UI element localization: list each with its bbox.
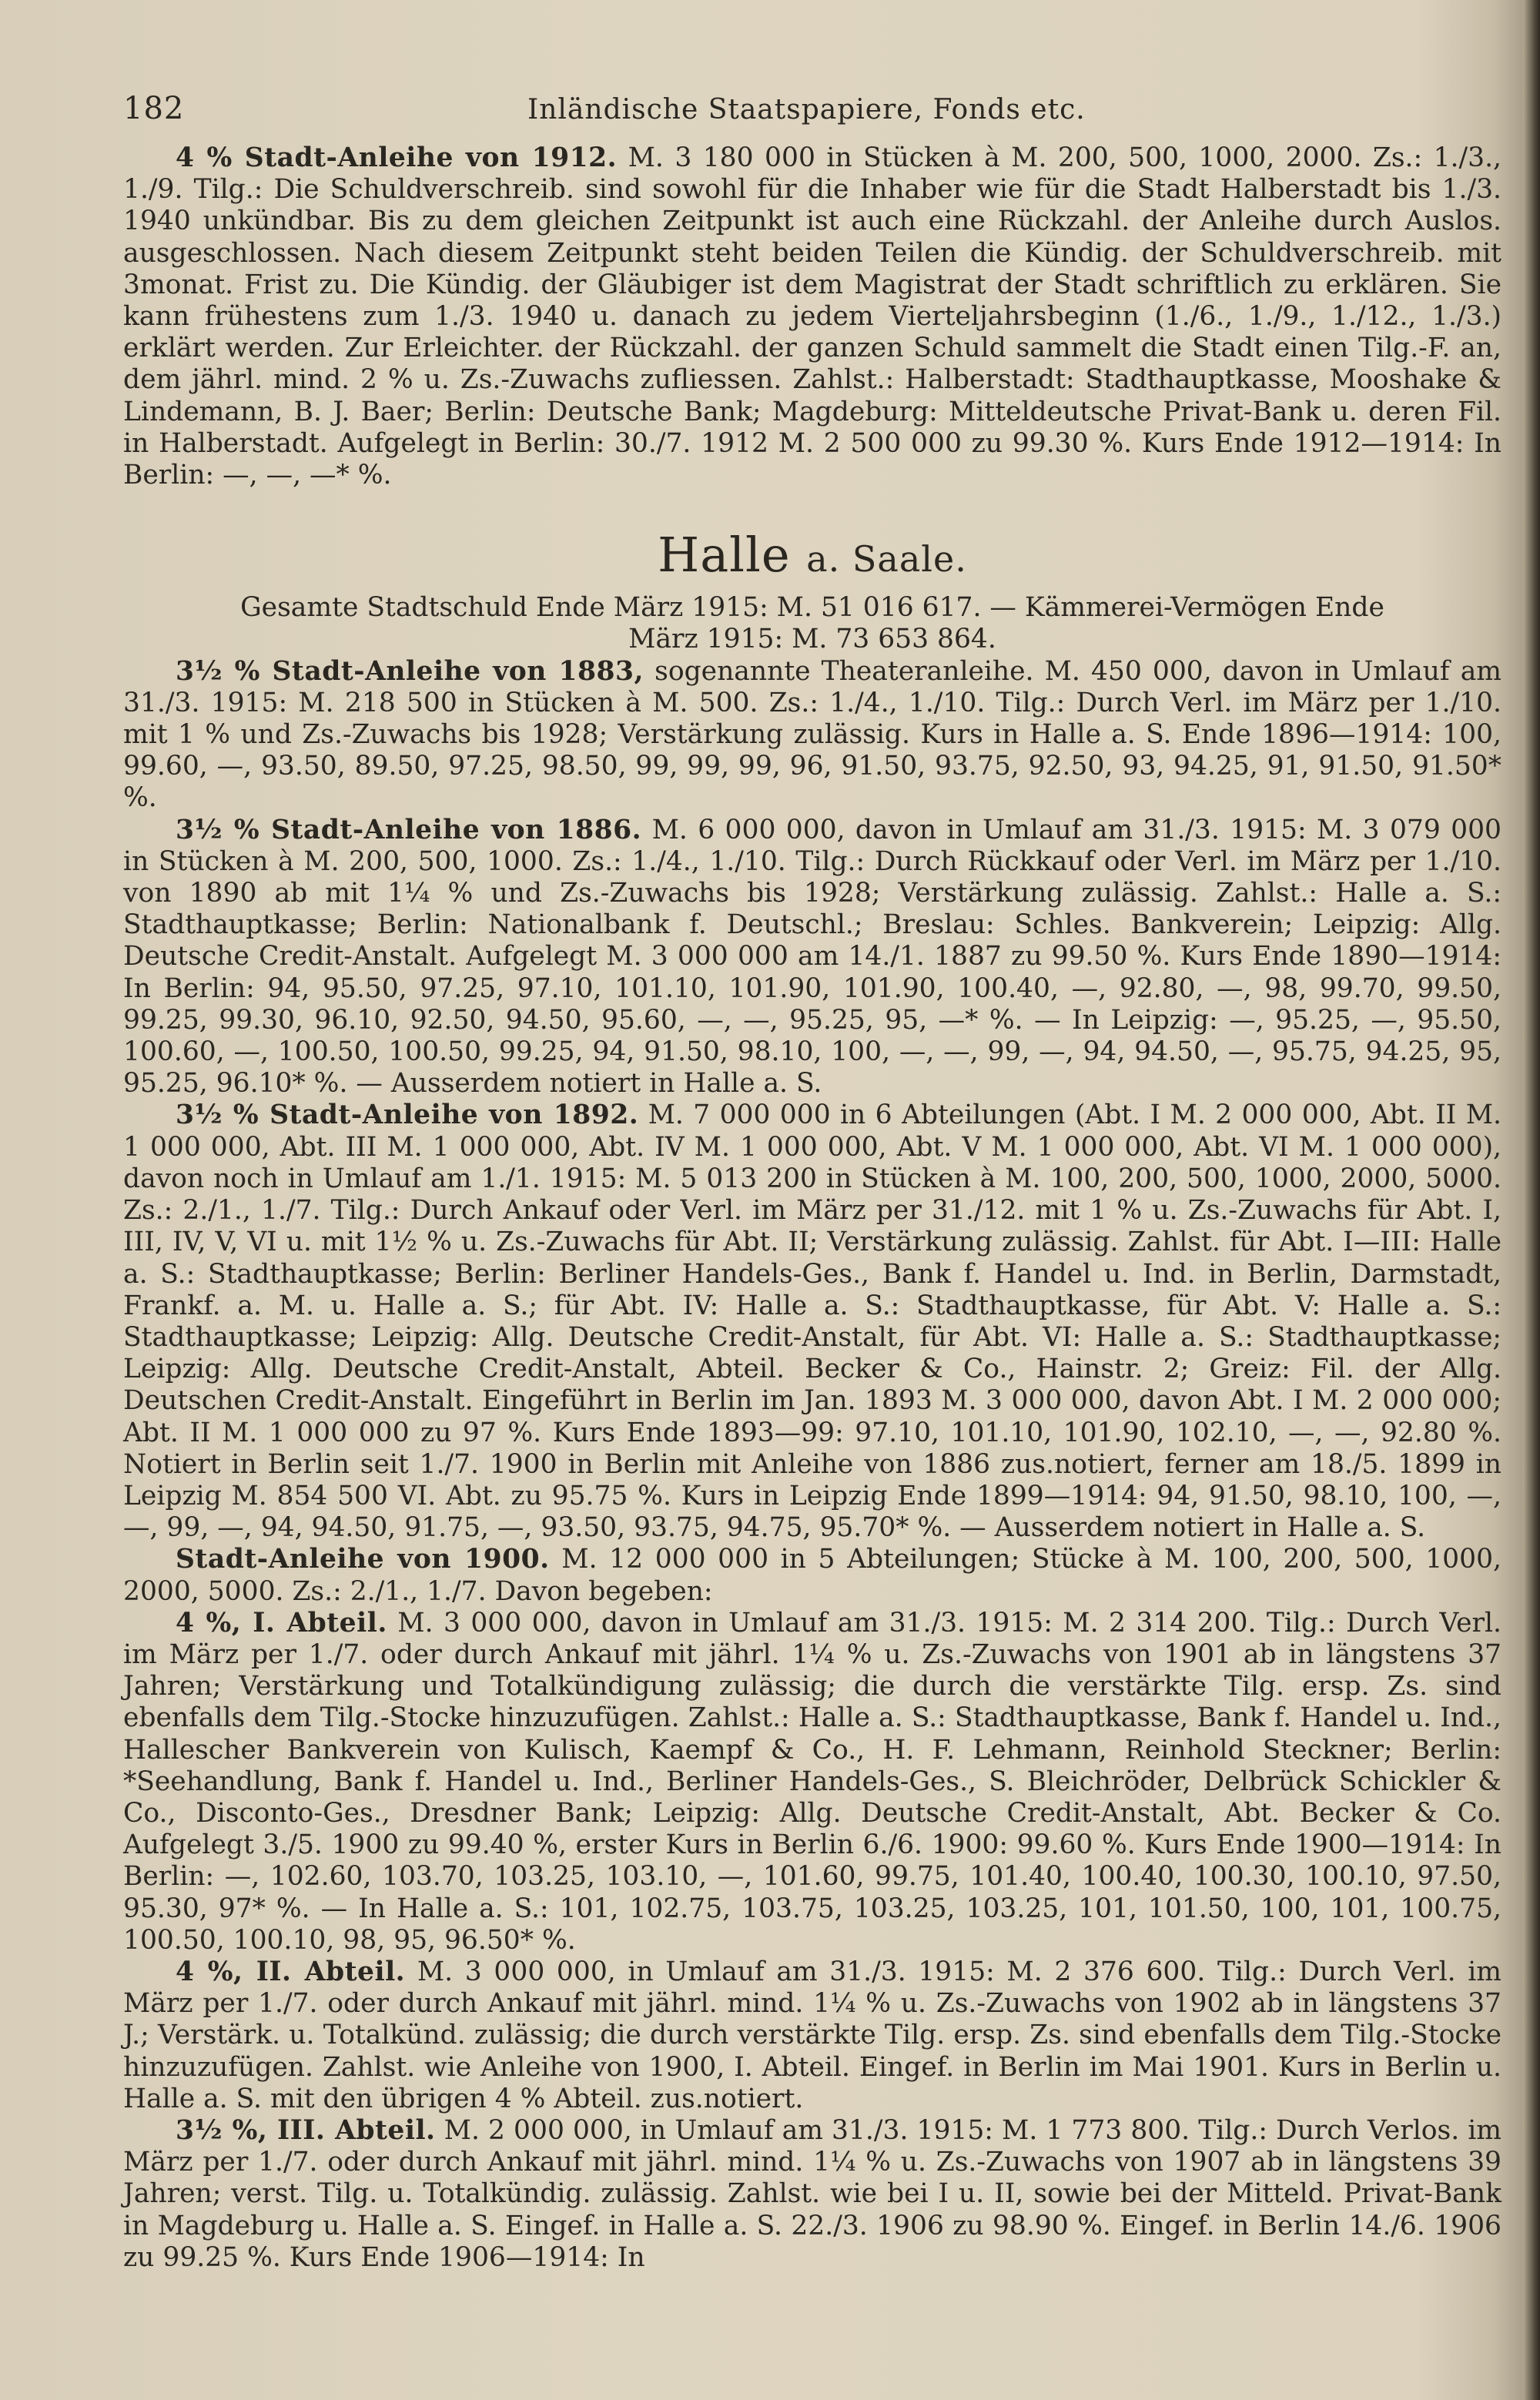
loan-text: M. 2 000 000, in Umlauf am 31./3. 1915: M. 1 773 800. Tilg.: Durch Verlos. im März per 1./7. oder durch Ankauf mit jährl. mind. 1¼ % u. Zs.-Zuwachs von 1907 ab in längstens 39 Jahren; verst. Tilg. u. Totalkündig. zulässig. Zahlst. wie bei I u. II, sowie bei der Mitteld. Privat-Bank in Magdeburg u. Halle a. S. Eingef. in Halle a. S. 22./3. 1906 zu 98.90 %. Eingef. in Berlin 14./6. 1906 zu 99.25 %. Kurs Ende 1906—1914: In	[123, 2114, 1502, 2273]
running-title: Inländische Staatspapiere, Fonds etc.	[527, 94, 1086, 126]
loan-heading: 3½ %, III. Abteil.	[176, 2114, 436, 2146]
loan-entry-1892	[123, 1100, 1502, 1544]
page-header	[123, 91, 1502, 137]
city-suffix: a. Saale.	[806, 538, 967, 581]
loan-entry-1900-abteil-2	[123, 1956, 1502, 2115]
loan-text: M. 3 180 000 in Stücken à M. 200, 500, 1000, 2000. Zs.: 1./3., 1./9. Tilg.: Die Schuldverschreib. sind sowohl für die Inhaber wie für die Stadt Halberstadt bis 1./3. 1940 unkündbar. Bis zu dem gleichen Zeitpunkt ist auch eine Rückzahl. der Anleihe durch Auslos. ausgeschlossen. Nach diesem Zeitpunkt steht beiden Teilen die Kündig. der Schuldverschreib. mit 3monat. Frist zu. Die Kündig. der Gläubiger ist dem Magistrat der Stadt schriftlich zu erklären. Sie kann frühestens zum 1./3. 1940 u. danach zu jedem Vierteljahrsbeginn (1./6., 1./9., 1./12., 1./3.) erklärt werden. Zur Erleichter. der Rückzahl. der ganzen Schuld sammelt die Stadt einen Tilg.-F. an, dem jährl. mind. 2 % u. Zs.-Zuwachs zufliessen. Zahlst.: Halberstadt: Stadthauptkasse, Mooshake & Lindemann, B. J. Baer; Berlin: Deutsche Bank; Magdeburg: Mitteldeutsche Privat-Bank u. deren Fil. in Halberstadt. Aufgelegt in Berlin: 30./7. 1912 M. 2 500 000 zu 99.30 %. Kurs Ende 1912—1914: In Berlin: —, —, —* %.	[123, 142, 1502, 491]
loan-entry-halberstadt-1912	[123, 142, 1502, 491]
loan-entry-1900	[123, 1544, 1502, 1607]
loan-entry-1900-abteil-3	[123, 2115, 1502, 2274]
city-heading	[123, 525, 1502, 589]
city-name: Halle	[658, 527, 791, 584]
city-debt-line-2: März 1915: M. 73 653 864.	[628, 624, 996, 655]
loan-text: M. 7 000 000 in 6 Abteilungen (Abt. I M. 2 000 000, Abt. II M. 1 000 000, Abt. III M. 1 000 000, Abt. IV M. 1 000 000, Abt. V M. 1 000 000, Abt. VI M. 1 000 000), davon noch in Umlauf am 1./1. 1915: M. 5 013 200 in Stücken à M. 100, 200, 500, 1000, 2000, 5000. Zs.: 2./1., 1./7. Tilg.: Durch Ankauf oder Verl. im März per 31./12. mit 1 % u. Zs.-Zuwachs für Abt. I, III, IV, V, VI u. mit 1½ % u. Zs.-Zuwachs für Abt. II; Verstärkung zulässig. Zahlst. für Abt. I—III: Halle a. S.: Stadthauptkasse; Berlin: Berliner Handels-Ges., Bank f. Handel u. Ind. in Berlin, Darmstadt, Frankf. a. M. u. Halle a. S.; für Abt. IV: Halle a. S.: Stadthauptkasse, für Abt. V: Halle a. S.: Stadthauptkasse; Leipzig: Allg. Deutsche Credit-Anstalt, für Abt. VI: Halle a. S.: Stadthauptkasse; Leipzig: Allg. Deutsche Credit-Anstalt, Abteil. Becker & Co., Hainstr. 2; Greiz: Fil. der Allg. Deutschen Credit-Anstalt. Eingeführt in Berlin im Jan. 1893 M. 3 000 000, davon Abt. I M. 2 000 000; Abt. II M. 1 000 000 zu 97 %. Kurs Ende 1893—99: 97.10, 101.10, 101.90, 102.10, —, —, 92.80 %. Notiert in Berlin seit 1./7. 1900 in Berlin mit Anleihe von 1886 zus.notiert, ferner am 18./5. 1899 in Leipzig M. 854 500 VI. Abt. zu 95.75 %. Kurs in Leipzig Ende 1899—1914: 94, 91.50, 98.10, 100, —, —, 99, —, 94, 94.50, 91.75, —, 93.50, 93.75, 94.75, 95.70* %. — Ausserdem notiert in Halle a. S.	[123, 1100, 1502, 1544]
loan-entry-1886	[123, 815, 1502, 1100]
loan-heading: Stadt-Anleihe von 1900.	[176, 1544, 550, 1575]
loan-text: M. 6 000 000, davon in Umlauf am 31./3. 1915: M. 3 079 000 in Stücken à M. 200, 500, 1000. Zs.: 1./4., 1./10. Tilg.: Durch Rückkauf oder Verl. im März per 1./10. von 1890 ab mit 1¼ % und Zs.-Zuwachs bis 1928; Verstärkung zulässig. Zahlst.: Halle a. S.: Stadthauptkasse; Berlin: Nationalbank f. Deutschl.; Breslau: Schles. Bankverein; Leipzig: Allg. Deutsche Credit-Anstalt. Aufgelegt M. 3 000 000 am 14./1. 1887 zu 99.50 %. Kurs Ende 1890—1914: In Berlin: 94, 95.50, 97.25, 97.10, 101.10, 101.90, 101.90, 100.40, —, 92.80, —, 98, 99.70, 99.50, 99.25, 99.30, 96.10, 92.50, 94.50, 95.60, —, —, 95.25, 95, —* %. — In Leipzig: —, 95.25, —, 95.50, 100.60, —, 100.50, 100.50, 99.25, 94, 91.50, 98.10, 100, —, —, 99, —, 94, 94.50, —, 95.75, 94.25, 95, 95.25, 96.10* %. — Ausserdem notiert in Halle a. S.	[123, 814, 1502, 1100]
loan-text: M. 3 000 000, davon in Umlauf am 31./3. 1915: M. 2 314 200. Tilg.: Durch Verl. im März per 1./7. oder durch Ankauf mit jährl. 1¼ % u. Zs.-Zuwachs von 1901 ab in längstens 37 Jahren; Verstärkung und Totalkündigung zulässig; die durch die verstärkte Tilg. ersp. Zs. sind ebenfalls dem Tilg.-Stocke hinzuzufügen. Zahlst.: Halle a. S.: Stadthauptkasse, Bank f. Handel u. Ind., Hallescher Bankverein von Kulisch, Kaempf & Co., H. F. Lehmann, Reinhold Steckner; Berlin: *Seehandlung, Bank f. Handel u. Ind., Berliner Handels-Ges., S. Bleichröder, Delbrück Schickler & Co., Disconto-Ges., Dresdner Bank; Leipzig: Allg. Deutsche Credit-Anstalt, Abt. Becker & Co. Aufgelegt 3./5. 1900 zu 99.40 %, erster Kurs in Berlin 6./6. 1900: 99.60 %. Kurs Ende 1900—1914: In Berlin: —, 102.60, 103.70, 103.25, 103.10, —, 101.60, 99.75, 101.40, 100.40, 100.30, 100.10, 97.50, 95.30, 97* %. — In Halle a. S.: 101, 102.75, 103.75, 103.25, 103.25, 101, 101.50, 100, 101, 100.75, 100.50, 100.10, 98, 95, 96.50* %.	[123, 1607, 1502, 1956]
page-number: 182	[123, 91, 185, 126]
loan-heading: 3½ % Stadt-Anleihe von 1883,	[176, 655, 644, 687]
loan-heading: 4 % Stadt-Anleihe von 1912.	[176, 142, 618, 173]
loan-heading: 4 %, I. Abteil.	[176, 1607, 387, 1638]
loan-heading: 3½ % Stadt-Anleihe von 1892.	[176, 1100, 639, 1131]
page-edge-shadow	[1523, 0, 1540, 2400]
loan-heading: 4 %, II. Abteil.	[176, 1956, 406, 1987]
loan-text: sogenannte Theateranleihe. M. 450 000, davon in Umlauf am 31./3. 1915: M. 218 500 in Stücken à M. 500. Zs.: 1./4., 1./10. Tilg.: Durch Verl. im März per 1./10. mit 1 % und Zs.-Zuwachs bis 1928; Verstärkung zulässig. Kurs in Halle a. S. Ende 1896—1914: 100, 99.60, —, 93.50, 89.50, 97.25, 98.50, 99, 99, 99, 96, 91.50, 93.75, 92.50, 93, 94.25, 91, 91.50, 91.50* %.	[123, 655, 1502, 814]
city-debt-line-1: Gesamte Stadtschuld Ende März 1915: M. 51 016 617. — Kämmerei-Vermögen Ende	[240, 592, 1384, 624]
loan-heading: 3½ % Stadt-Anleihe von 1886.	[176, 814, 642, 845]
loan-entry-1900-abteil-1	[123, 1608, 1502, 1956]
loan-entry-1883	[123, 656, 1502, 815]
loan-text: M. 3 000 000, in Umlauf am 31./3. 1915: M. 2 376 600. Tilg.: Durch Verl. im März per 1./7. oder durch Ankauf mit jährl. mind. 1¼ % u. Zs.-Zuwachs von 1902 ab in längstens 37 J.; Verstärk. u. Totalkünd. zulässig; die durch verstärkte Tilg. ersp. Zs. sind ebenfalls dem Tilg.-Stocke hinzuzufügen. Zahlst. wie Anleihe von 1900, I. Abteil. Eingef. in Berlin im Mai 1901. Kurs in Berlin u. Halle a. S. mit den übrigen 4 % Abteil. zus.notiert.	[123, 1956, 1502, 2114]
page-body	[123, 142, 1502, 2274]
loan-text: M. 12 000 000 in 5 Abteilungen; Stücke à M. 100, 200, 500, 1000, 2000, 5000. Zs.: 2./1., 1./7. Davon begeben:	[123, 1544, 1502, 1607]
